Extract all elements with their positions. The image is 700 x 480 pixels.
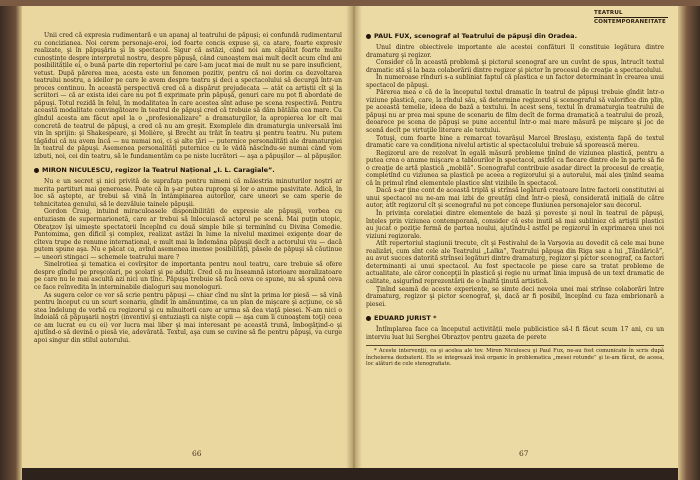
footnote: * Aceste intervenţii, ca şi acelea ale tov. Miron Niculescu şi Paul Fux, ne-au fost comunicate în scris după încheierea dezbaterii. Ele se integrează însă organic în problematica „mesei rotunde” şi le-am făcut, de aceea, loc alături de cele stenografiate. [366,345,664,367]
book-edge-left [0,6,22,480]
right-page [354,6,678,468]
paragraph: Unii cred că expresia rudimentară e un apanaj al teatrului de păpuși; ei confundă rudimentarul cu concizianea. Noi cerem personaje-eroi, iod foarte concis expuse şi, ca atare, foarte expresiv realizate, şi în păpuşăria şi în spectacol. Sigur că astăzi, când noi am căpătat foarte multe cunoștințe despre interpretul nostru, despre păpuşă, când cunoaştem mai mult decît acum cînd ani posibilitățile ei, o bună parte din repertoriul pe care l-am jucat mai de mult nu se pare insuficient, vetust. După părerea mea, acesta este un fenomen pozitiv, pentru că noi dorim ca dezvoltarea teatrului nostru, a ideilor pe care le avem despre teatru şi deci a spectacolului să decurgă într-un proces continuu. În această perspectivă cred că a dispărut prejudecata — atât ca artiştii cît şi la scriitori — că ar exista idei care nu pot fi exprimate prin păpuşă, genuri care nu pot fi abordate de păpuşi. Totul rezidă în felul, în modalitatea în care acestea sînt aduse pe scena respectivă. Pentru această modalitate convingătoare în teatrul de păpuşi cred că trebuie să dăm bătălia cea mare. Cu gîndul acesta am făcut apel la o „profesionalizare” a dramaturgilor, la apropierea lor cît mai concretă de teatrul de păpuşi, a cred că nu am greşit. Exemplele din dramaturgia universală îmi vin în sprijin: şi Shakespeare, şi Molière, şi Brecht au trăit în teatru şi pentru teatru. Nu putem tăgădui că nu avem încă — nu numai noi, ci şi alte ţări — puternice personalități ale dramaturgiei în teatrul de păpuşi. Asemenea personalități puternice cu le vădă născîndu-se numai când vom izbuti, noi, cei din teatru, să le fundamentăm ca pe niste lucrători — aşa a păpuşilor — al păpuşilor. [34,32,342,160]
paragraph: În numeroase rînduri s-a subliniat faptul că plastica e un factor determinant în crearea unui spectacol de păpuşi. [366,74,664,89]
paragraph: Consider că în această problemă şi pictorul scenograf are un cuvînt de spus, întrucît textul dramatic stă şi la baza colaborării dintre regizor şi pictor în procesul de creaţie a spectacolului. [366,59,664,74]
bullet-icon [34,168,39,173]
paragraph: Sinelrotiea şi tematica ei covîrşitor de importanta pentru noul teatru, care trebuie să ofere despre gîndul pe preşcolari, pe şcolari şi pe adulţi. Cred că nu înseamnă istorioare moralizatoare pe care nu le mai ascultă azi nici un țînc. Păpuşa trebuie să facă ceva ce spune, nu să spună ceva ce face reînvedita în interminabile dialoguri sau monologuri. [34,261,342,291]
paragraph: Ţinînd seamă de aceste experiențe, se simte deci nevoia unei mai strînse colaborări între dramaturg, regizor şi pictor scenograf, şi, dacă ar fi posibil, începînd cu faza embrionară a piesei. [366,285,664,308]
header-rule [594,17,668,18]
section-heading-miron-niculescu: MIRON NICULESCU, regizor la Teatrul Național „I. L. Caragiale”. [34,165,342,175]
paragraph: Dacă s-ar ţine cont de această triplă şi strînsă legătură creatoare între factorii constitutivi ai unui spectacol nu ne-am mai izbi de greutăţi cînd într-o piesă, considerată inițială de către autor, atît regizorul cît şi scenograful nu pot concepe fluxiunea personajelor sau decorul. [366,187,664,210]
bullet-icon [366,316,371,321]
paragraph: Părerea mea e că de la începutul textul dramatic în teatrul de păpuşi trebuie gîndit într-o viziune plastică, care, la rîndul său, să determine regizorul şi scenograful să valorifice din plin, pe această temelie, ideea de bază a textului. În acest sens, textul în dramaturgia teatrului de păpuşi nu ar prea mai spune de scenariu de film decît de forma dramatică a teatrului de proză, deoarece pe scena de păpuşi se pune accentul într-o mai mare măsură pe mişcare şi joc de scenă decît pe virtuţile literare ale textului. [366,89,664,135]
paragraph: În privința corelației dintre elementele de bază şi poveste şi noul în teatrul de păpuşi, înțeles prin viziunea contemporană, consider că este inutil să mai subliniez că artiştii plastici au jucat o poziţie fermă de partea noului, ajutîndu-l astfel pe regizorul în exprimarea unei noi viziuni regizorale. [366,210,664,240]
paragraph: Regizorul are de rezolvat în egală măsură probleme ţinînd de viziunea plastică, pentru a putea crea o anume mişcare a tablourilor în spectacol, astfel ca fiecare dintre ele în parte să fie o creaţie de artă plastică „mobilă”. Scenograful contribuie asadar direct la procesul de creaţie, completînd cu viziunea sa plastică pe aceea a regizorului şi a autorului, mai ales ţinînd seama că în primul rînd elementele plastice sînt vizibile în spectacol. [366,149,664,187]
running-header: TEATRUL CONTEMPORANEITATE [594,10,668,25]
paragraph: Unul dintre obiectivele importante ale acestei confături îl constituie legătura dintre dramaturg şi regizor. [366,44,664,59]
page-number: 67 [519,449,529,458]
section-heading-eduard-jurist: EDUARD JURIST * [366,313,664,323]
left-page [22,6,354,468]
paragraph: Gordon Craig, intuind miraculoasele disponibilități de expresie ale păpuşii, vorbea cu entuziasm de supermarionetă, care ar trebui să înlocuiască actorul pe scenă. Mai puţin utopic, Obraţzov îşi uimeşte spectatorii începînd cu două simple bile şi terminînd cu Divina Comedie. Pantomima, gen dificil şi complex, realizat astăzi în lume la nivelul maximei exigențe doar de cîteva trupe de renume internațional, e mult mai la îndemâna păpuşii decît a actorului viu — dacă putem spune aşa. Nu e păcat ca, avînd asemenea imense posibilități, păsele de păpuşi să căutinue — uneori stingaci — schemele teatrului mare ? [34,208,342,261]
page-number: 66 [192,449,202,458]
paragraph: As sugera celor ce vor să scrie pentru păpuşi — chiar cînd nu sînt la prima lor piesă — să vină pentru început cu un scurt scenariu, gîndit în amănunțime, ca un plan de mişcare şi acţiune, ce să stea îndelung de vorbă cu regizorul şi cu mînuitorii care ar urma să dea viaţă piesei. N-am nici o îndoială că păpuşarii noştri (inventivi şi entuziaşti ca nişte copii — aşa cum îi cunoaştem toţi) ceea ce am lucrat eu cu ei) vor lucra mai liber şi mai interesant pe această trună, îmbogăţind-o şi ajutînd-o să devină o piesă vie, adevărată. Textul, aşa cum se cuvine să fie pentru păpuşi, va curge apoi singur din stilul autorului. [34,291,342,344]
book-gutter [346,6,362,468]
book-bottom-edge [22,468,678,480]
bullet-icon [366,34,371,39]
book-edge-right [678,6,700,480]
right-page-text [366,26,664,367]
left-page-text [34,32,342,344]
paragraph: Nu e un secret şi nici privită de suprafaţa pentru nimeni că măiestria minuturilor noştri ar merita partituri mai generoase. Poate că în ş-ar putea ruproga şi lor o anume pasivitate. Adică, în loc să aştepte, ar trebui să vină în întâmpinarea autorilor, care uneori se cam sperie de tehnicitatea genului, să le dezvăluie tainele păpuşii. [34,178,342,208]
section-heading-paul-fux: PAUL FUX, scenograf al Teatrului de păpuşi din Oradea. [366,31,664,41]
paragraph: Totuşi, cum foarte bine a remarcat tovarăşul Marcel Breslaşu, existența fapă de textul dramatic care va condiționa nivelul artistic al spectacolului trebuie să sporească mereu. [366,134,664,150]
paragraph: Atît repertoriul stagiunii trecute, cît şi Festivalul de la Varşovia au dovedit că cele mai bune realizări, cum sînt cele ale Teatrului „Lalka”, Teatrului păpuşa din Riga sau a lui „Tăndărică”, au avut succes datorită strînsei legături dintre dramaturg, regizor şi pictor scenograf, ca factori determinanți ai unui spectacol. Au fost spectacole pe piese care sa tratat probleme de actualitate, ale căror concepţii în plastică şi regie nu urmat linia impusă de un text dramatic de calitate, asigurînd reprezentării de o înaltă ţinută artistică. [366,240,664,285]
paragraph: Întîmplarea face ca începutul activității mele publicistice să-l fi făcut scum 17 ani, cu un interviu luat lui Serghei Obrazțov pentru gazeta de perete [366,326,664,341]
